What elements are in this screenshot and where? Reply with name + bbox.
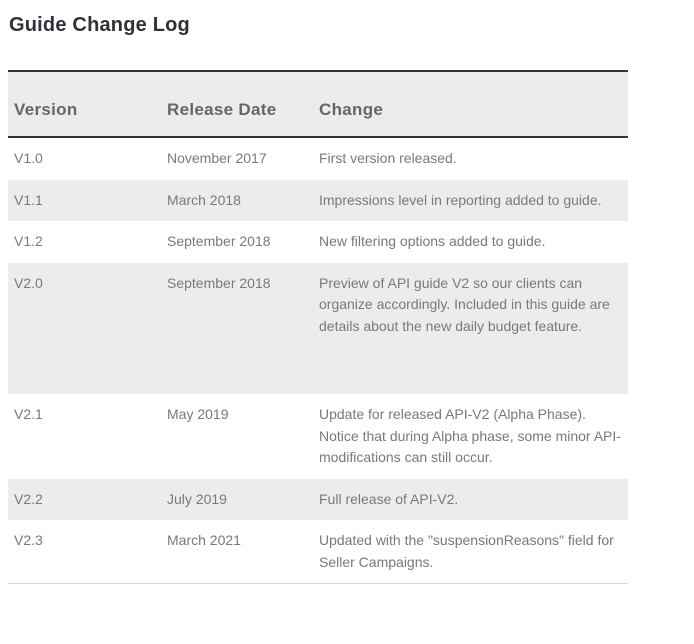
table-row bbox=[8, 180, 628, 222]
change-cell: Preview of API guide V2 so our clients can organize accordingly. Included in this guide are details about the new daily budget feature. bbox=[319, 274, 610, 334]
version-cell: V2.2 bbox=[14, 490, 43, 507]
change-cell: Updated with the "suspensionReasons" field for Seller Campaigns. bbox=[319, 532, 614, 570]
table-body bbox=[8, 137, 628, 584]
version-cell: V2.3 bbox=[14, 532, 43, 548]
version-cell: V2.1 bbox=[14, 406, 43, 422]
change-cell: Update for released API-V2 (Alpha Phase). Notice that during Alpha phase, some minor API-modifications can still occur. bbox=[319, 406, 621, 465]
version-cell: V2.0 bbox=[14, 274, 43, 291]
table-row bbox=[8, 479, 628, 521]
version-cell: V1.1 bbox=[14, 191, 43, 208]
table-row bbox=[8, 520, 628, 584]
table-row bbox=[8, 394, 628, 479]
table-header bbox=[8, 71, 628, 137]
change-log-table bbox=[8, 70, 628, 584]
column-header-version: Version bbox=[8, 71, 161, 137]
page-title: Guide Change Log bbox=[9, 14, 190, 36]
change-cell: First version released. bbox=[319, 150, 457, 166]
column-header-release-date: Release Date bbox=[161, 71, 313, 137]
release-date-cell: September 2018 bbox=[167, 233, 271, 249]
release-date-cell: September 2018 bbox=[167, 274, 271, 291]
table-row bbox=[8, 263, 628, 395]
release-date-cell: July 2019 bbox=[167, 490, 227, 507]
release-date-cell: May 2019 bbox=[167, 406, 229, 422]
change-cell: New filtering options added to guide. bbox=[319, 233, 546, 249]
release-date-cell: March 2021 bbox=[167, 532, 241, 548]
table-row bbox=[8, 137, 628, 180]
column-header-change: Change bbox=[313, 71, 628, 137]
table-row bbox=[8, 221, 628, 263]
release-date-cell: November 2017 bbox=[167, 150, 267, 166]
table-header-row bbox=[8, 71, 628, 137]
version-cell: V1.0 bbox=[14, 150, 43, 166]
change-cell: Impressions level in reporting added to guide. bbox=[319, 191, 602, 208]
version-cell: V1.2 bbox=[14, 233, 43, 249]
change-cell: Full release of API-V2. bbox=[319, 490, 459, 507]
release-date-cell: March 2018 bbox=[167, 191, 241, 208]
